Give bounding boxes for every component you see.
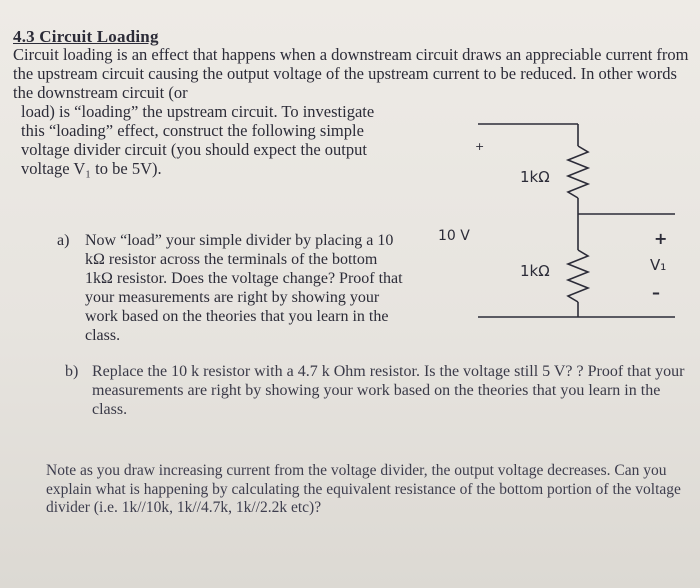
source-voltage-label: 10 V xyxy=(438,228,470,244)
question-a xyxy=(57,231,407,345)
r1-label: 1kΩ xyxy=(520,168,550,186)
output-voltage-label: V₁ xyxy=(650,256,667,274)
question-b-label: b) xyxy=(65,363,79,380)
resistor-r2-symbol xyxy=(568,250,588,302)
output-minus-sign: – xyxy=(652,283,660,302)
question-a-text: Now “load” your simple divider by placing a 10 kΩ resistor across the terminals of the bottom 1kΩ resistor. Does the voltage change? Proof that your measurements are right by showing your work based on the theories that you learn in the class. xyxy=(85,232,403,344)
question-a-label: a) xyxy=(57,232,70,249)
note-paragraph: Note as you draw increasing current from the voltage divider, the output voltage decreases. Can you explain what is happening by calculating the equivalent resistance of the bottom portion of the voltage divider (i.e. 1k//10k, 1k//4.7k, 1k//2.2k etc)? xyxy=(46,462,681,516)
section-title: 4.3 Circuit Loading xyxy=(13,27,159,46)
question-b-text: Replace the 10 k resistor with a 4.7 k Ohm resistor. Is the voltage still 5 V? ? Proof that your measurements are right by showing your work based on the theories that you learn in the class. xyxy=(92,363,685,418)
intro-paragraph-continued: load) is “loading” the upstream circuit. To investigate this “loading” effect, construct the following simple voltage divider circuit (you should expect the output voltage V₁ to be 5V). xyxy=(21,102,375,178)
resistor-r1-symbol xyxy=(568,146,588,198)
r2-label: 1kΩ xyxy=(520,262,550,280)
output-plus-sign: + xyxy=(654,229,668,248)
intro-paragraph: Circuit loading is an effect that happens when a downstream circuit draws an appreciable current from the upstream circuit causing the output voltage of the upstream current to be reduced. In other words the downstream circuit (or xyxy=(13,45,689,102)
question-b xyxy=(65,362,695,419)
circuit-wires xyxy=(478,124,675,317)
source-plus-sign: + xyxy=(475,140,485,153)
